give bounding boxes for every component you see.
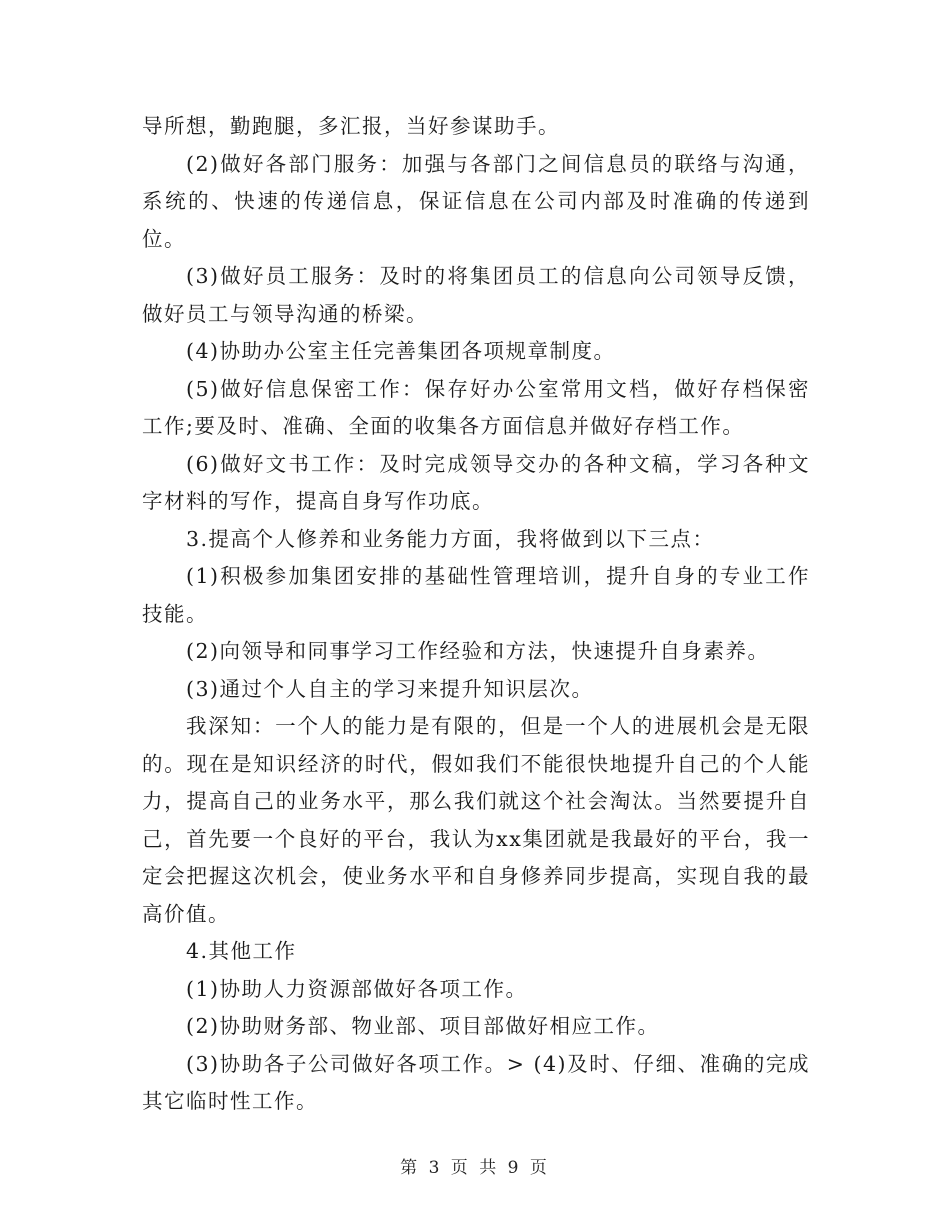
paragraph-item: (2)向领导和同事学习工作经验和方法，快速提升自身素养。: [186, 639, 770, 663]
paragraph-item: (6)做好文书工作：及时完成领导交办的各种文稿，学习各种文字材料的写作，提高自身写作功底。: [142, 451, 810, 513]
paragraph-item: (4)协助办公室主任完善集团各项规章制度。: [186, 339, 616, 363]
paragraph-item: (2)做好各部门服务：加强与各部门之间信息员的联络与沟通，系统的、快速的传递信息，保证信息在公司内部及时准确的传递到位。: [142, 151, 810, 251]
document-body: [142, 108, 810, 1121]
paragraph-item: (1)协助人力资源部做好各项工作。: [186, 976, 528, 1001]
paragraph-body: 我深知：一个人的能力是有限的，但是一个人的进展机会是无限的。现在是知识经济的时代，假如我们不能很快地提升自己的个人能力，提高自己的业务水平，那么我们就这个社会淘汰。当然要提升自己，首先要一个良好的平台，我认为xx集团就是我最好的平台，我一定会把握这次机会，使业务水平和自身修养同步提高，实现自我的最高价值。: [142, 714, 810, 926]
page-number-footer: 第 3 页 共 9 页: [400, 1158, 550, 1178]
paragraph-item: (3)通过个人自主的学习来提升知识层次。: [186, 676, 594, 701]
paragraph-item: (2)协助财务部、物业部、项目部做好相应工作。: [186, 1014, 660, 1038]
section-heading: 4.其他工作: [186, 939, 297, 963]
paragraph-item: (3)做好员工服务：及时的将集团员工的信息向公司领导反馈，做好员工与领导沟通的桥梁。: [142, 264, 810, 326]
paragraph-item: (1)积极参加集团安排的基础性管理培训，提升自身的专业工作技能。: [142, 564, 810, 626]
paragraph-item: (5)做好信息保密工作：保存好办公室常用文档，做好存档保密工作;要及时、准确、全面的收集各方面信息并做好存档工作。: [142, 376, 810, 438]
paragraph-continuation: 导所想，勤跑腿，多汇报，当好参谋助手。: [142, 114, 560, 138]
section-heading: 3.提高个人修养和业务能力方面，我将做到以下三点：: [186, 526, 715, 551]
paragraph-item: (3)协助各子公司做好各项工作。> (4)及时、仔细、准确的完成其它临时性工作。: [142, 1051, 810, 1113]
